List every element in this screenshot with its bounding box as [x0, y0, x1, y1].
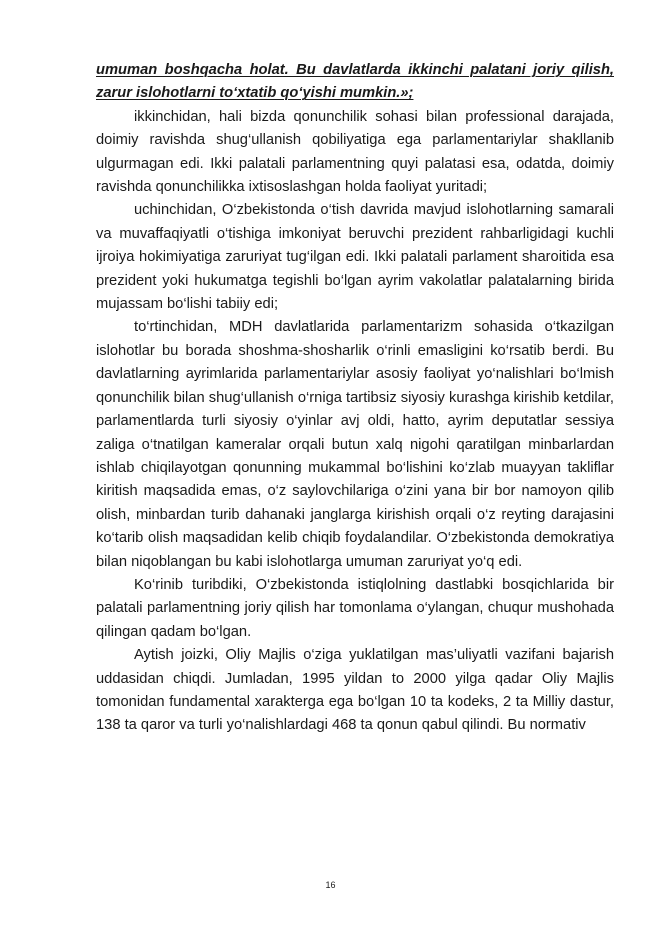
page-number: 16 [325, 880, 336, 890]
paragraph-second-reason: ikkinchidan, hali bizda qonunchilik sohasi bilan professional darajada, doimiy ravishda shug‘ullanish qobiliyatiga ega parlamentariylar shakllanib ulgurmagan edi. Ikki palatali parlamentning quyi palatasi esa, odatda, doimiy ravishda qonunchilikka ixtisoslashgan holda faoliyat yuritadi; [96, 108, 614, 196]
paragraph-conclusion: Ko‘rinib turibdiki, O‘zbekistonda istiqlolning dastlabki bosqichlarida bir palatali parlamentning joriy qilish har tomonlama o‘ylangan, chuqur mushohada qilingan qadam bo‘lgan. [96, 576, 614, 640]
paragraph-fourth-reason: to‘rtinchidan, MDH davlatlarida parlamentarizm sohasida o‘tkazilgan islohotlar bu borada shoshma-shosharlik o‘rinli emasligini ko‘rsatib berdi. Bu davlatlarning ayrimlarida parlamentariylar asosiy faoliyat yo‘nalishlari bo‘lmish qonunchilik bilan shug‘ullanish o‘rniga tartibsiz siyosiy kurashga kirishib ketdilar, parlamentlarda turli siyosiy o‘yinlar avj oldi, hatto, ayrim deputatlar sessiya zaliga o‘tnatilgan kameralar orqali butun xalq nigohi qaratilgan minbarlardan ishlab chiqilayotgan qonunning mukammal bo‘lishini ko‘zlab muayyan takliflar kiritish maqsadida emas, o‘z saylovchilariga o‘zini yana bir bor namoyon qilib olish, minbardan turib dahanaki janglarga kirishish orqali o‘z reyting darajasini ko‘tarib olish maqsadidan kelib chiqib foydalandilar. O‘zbekistonda demokratiya bilan niqoblangan bu kabi islohotlarga umuman zaruriyat yo‘q edi. [96, 319, 614, 570]
paragraph-third-reason: uchinchidan, O‘zbekistonda o‘tish davrida mavjud islohotlarning samarali va muvaffaqiyatli o‘tishiga imkoniyat beruvchi prezident rahbarligidagi kuchli ijroiya hokimiyatiga zaruriyat tug‘ilgan edi. Ikki palatali parlament sharoitida esa prezident yoki hukumatga tegishli bo‘lgan ayrim vakolatlar palatalarning birida mujassam bo‘lishi tabiiy edi; [96, 202, 614, 313]
document-body [96, 59, 614, 738]
paragraph-continuation: umuman boshqacha holat. Bu davlatlarda ikkinchi palatani joriy qilish, zarur islohotlarni to‘xtatib qo‘yishi mumkin.»; [96, 62, 614, 102]
paragraph-oliy-majlis: Aytish joizki, Oliy Majlis o‘ziga yuklatilgan mas’uliyatli vazifani bajarish uddasidan chiqdi. Jumladan, 1995 yildan to 2000 yilga qadar Oliy Majlis tomonidan fundamental xarakterga ega bo‘lgan 10 ta kodeks, 2 ta Milliy dastur, 138 ta qaror va turli yo‘nalishlardagi 468 ta qonun qabul qilindi. Bu normativ [96, 647, 614, 734]
